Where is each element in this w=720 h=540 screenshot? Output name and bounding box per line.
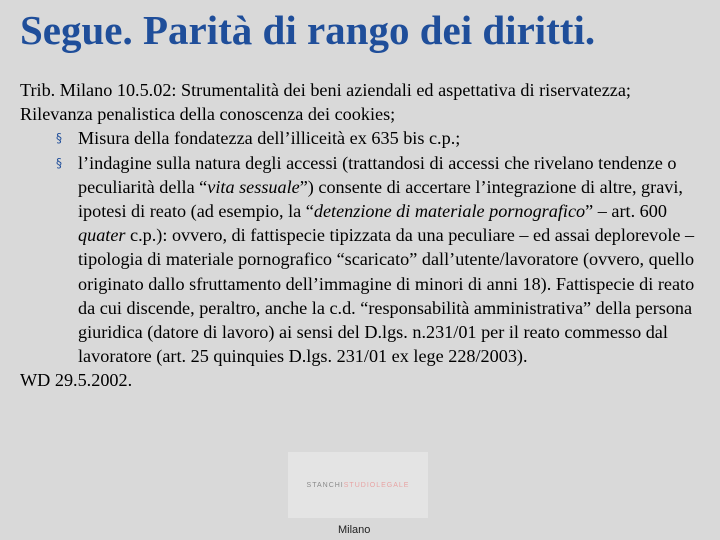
logo-text: STANCHISTUDIOLEGALE xyxy=(306,482,410,489)
bullet-item xyxy=(20,126,710,150)
slide-content xyxy=(20,78,710,393)
bullet-text: Misura della fondatezza dell’illiceità ex 635 bis c.p.; xyxy=(78,128,461,149)
bullet-text: l’indagine sulla natura degli accessi (trattandosi di accessi che rivelano tendenze o peculiarità della “ xyxy=(78,152,677,197)
italic-term: quater xyxy=(78,225,126,246)
italic-term: vita sessuale xyxy=(207,176,300,197)
bullet-text: ” – art. 600 xyxy=(585,201,667,222)
text-line: Rilevanza penalistica della conoscenza dei cookies; xyxy=(20,104,396,125)
firm-logo xyxy=(288,452,428,518)
square-bullet-icon: § xyxy=(56,131,62,146)
text-line: WD 29.5.2002. xyxy=(20,370,133,391)
bullet-list xyxy=(20,126,710,368)
slide-title: Segue. Parità di rango dei diritti. xyxy=(20,7,596,53)
logo-caption: Milano xyxy=(338,524,371,536)
italic-term: detenzione di materiale pornografico xyxy=(313,201,586,222)
bullet-text: ”) consente di accertare l’integrazione di altre, gravi, ipotesi di reato (ad esempio, la “ xyxy=(78,176,683,222)
bullet-text: c.p.): ovvero, di fattispecie tipizzata da una peculiare – ed assai deplorevole – tipologia di materiale pornografico “scaricato” dall’utente/lavoratore (ovvero, quello originato dallo sfruttamento dell’immagine di minori di anni 18). Fattispecie di reato da cui discende, peraltro, anche la c.d. “responsabilità amministrativa” della persona giuridica (datore di lavoro) ai sensi del D.lgs. n.231/01 per il reato commesso dal lavoratore (art. 25 quinquies D.lgs. 231/01 ex lege 228/2003). xyxy=(78,225,695,367)
text-line: Trib. Milano 10.5.02: Strumentalità dei beni aziendali ed aspettativa di riservatezza; xyxy=(20,80,631,100)
bullet-item xyxy=(20,151,710,369)
square-bullet-icon: § xyxy=(56,155,62,170)
